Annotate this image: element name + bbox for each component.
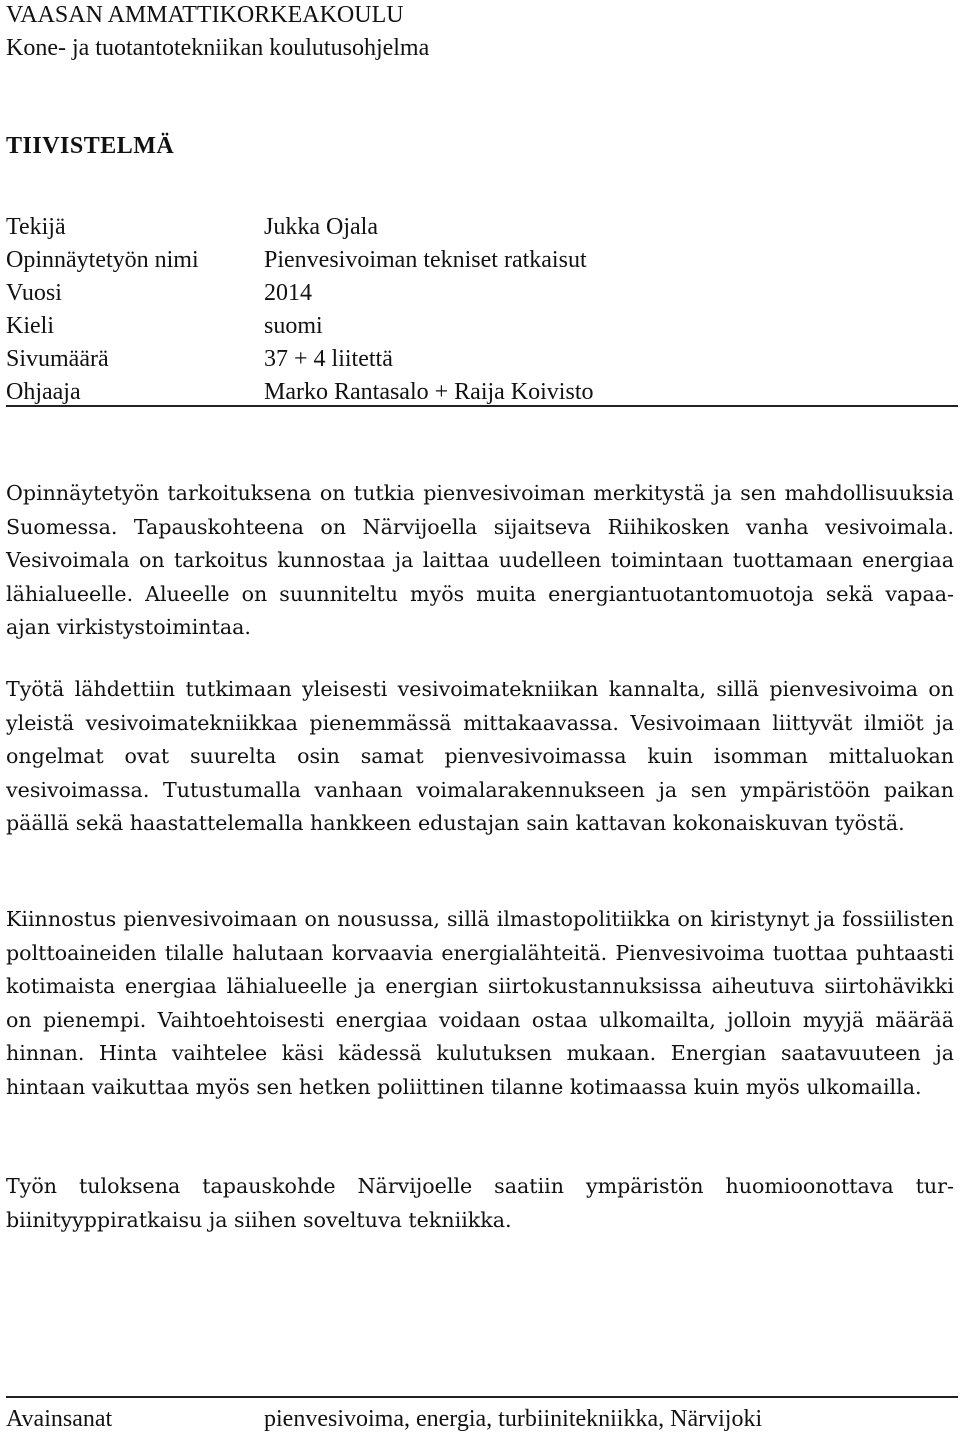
meta-label: Opinnäytetyön nimi [6,247,199,273]
meta-label: Tekijä [6,214,66,240]
institution-name: VAASAN AMMATTIKORKEAKOULU [6,2,404,28]
meta-label: Sivumäärä [6,346,109,372]
degree-program: Kone- ja tuotantotekniikan koulutusohjelma [6,35,430,61]
keywords-divider [6,1396,958,1398]
abstract-paragraph-4: Työn tuloksena tapauskohde Närvijoelle saatiin ympäristön huomioonottava turbiinityyppiratkaisu ja siihen soveltuva tekniikka. [6,1174,954,1232]
meta-row-year [6,277,958,310]
meta-row-author [6,211,958,244]
abstract-title: TIIVISTELMÄ [6,133,175,159]
meta-value: 2014 [264,280,312,306]
thesis-metadata [6,211,958,409]
meta-row-page-count [6,343,958,376]
meta-value: Marko Rantasalo + Raija Koivisto [264,379,594,405]
meta-row-thesis-title [6,244,958,277]
keywords-value: pienvesivoima, energia, turbiinitekniikka, Närvijoki [264,1406,763,1432]
keywords-label: Avainsanat [6,1406,113,1432]
meta-label: Kieli [6,313,54,339]
metadata-divider [6,405,958,407]
meta-label: Ohjaaja [6,379,81,405]
meta-value: Jukka Ojala [264,214,378,240]
meta-row-language [6,310,958,343]
abstract-paragraph-2: Työtä lähdettiin tutkimaan yleisesti vesivoimatekniikan kannalta, sillä pienvesivoima on yleistä vesivoimatekniikkaa pienemmässä mittakaavassa. Vesivoimaan liittyvät ilmiöt ja ongelmat ovat suurelta osin samat pienvesivoimassa kuin isomman mittaluokan vesivoimassa. Tutustumalla vanhaan voimalarakennukseen ja sen ympäristöön paikan päällä sekä haastattelemalla hankkeen edustajan sain kattavan kokonaiskuvan työstä. [6,677,954,836]
abstract-paragraph-3: Kiinnostus pienvesivoimaan on nousussa, sillä ilmastopolitiikka on kiristynyt ja fossiilisten polttoaineiden tilalle halutaan korvaavia energialähteitä. Pienvesivoima tuottaa puhtaasti kotimaista energiaa lähialueelle ja energian siirtokustannuksissa aiheutuva siirtohävikki on pienempi. Vaihtoehtoisesti energiaa voidaan ostaa ulkomailta, jolloin myyjä määrää hinnan. Hinta vaihtelee käsi kädessä kulutuksen mukaan. Energian saatavuuteen ja hintaan vaikuttaa myös sen hetken poliittinen tilanne kotimaassa kuin myös ulkomailla. [6,907,954,1099]
abstract-paragraph-1: Opinnäytetyön tarkoituksena on tutkia pienvesivoiman merkitystä ja sen mahdollisuuksia Suomessa. Tapauskohteena on Närvijoella sijaitseva Riihikosken vanha vesivoimala. Vesivoimala on tarkoitus kunnostaa ja laittaa uudelleen toimintaan tuottamaan energiaa lähialueelle. Alueelle on suunniteltu myös muita energiantuotantomuotoja sekä vapaa-ajan virkistystoimintaa. [6,481,954,640]
meta-value: Pienvesivoiman tekniset ratkaisut [264,247,587,273]
meta-value: 37 + 4 liitettä [264,346,393,372]
meta-value: suomi [264,313,323,339]
meta-label: Vuosi [6,280,62,306]
